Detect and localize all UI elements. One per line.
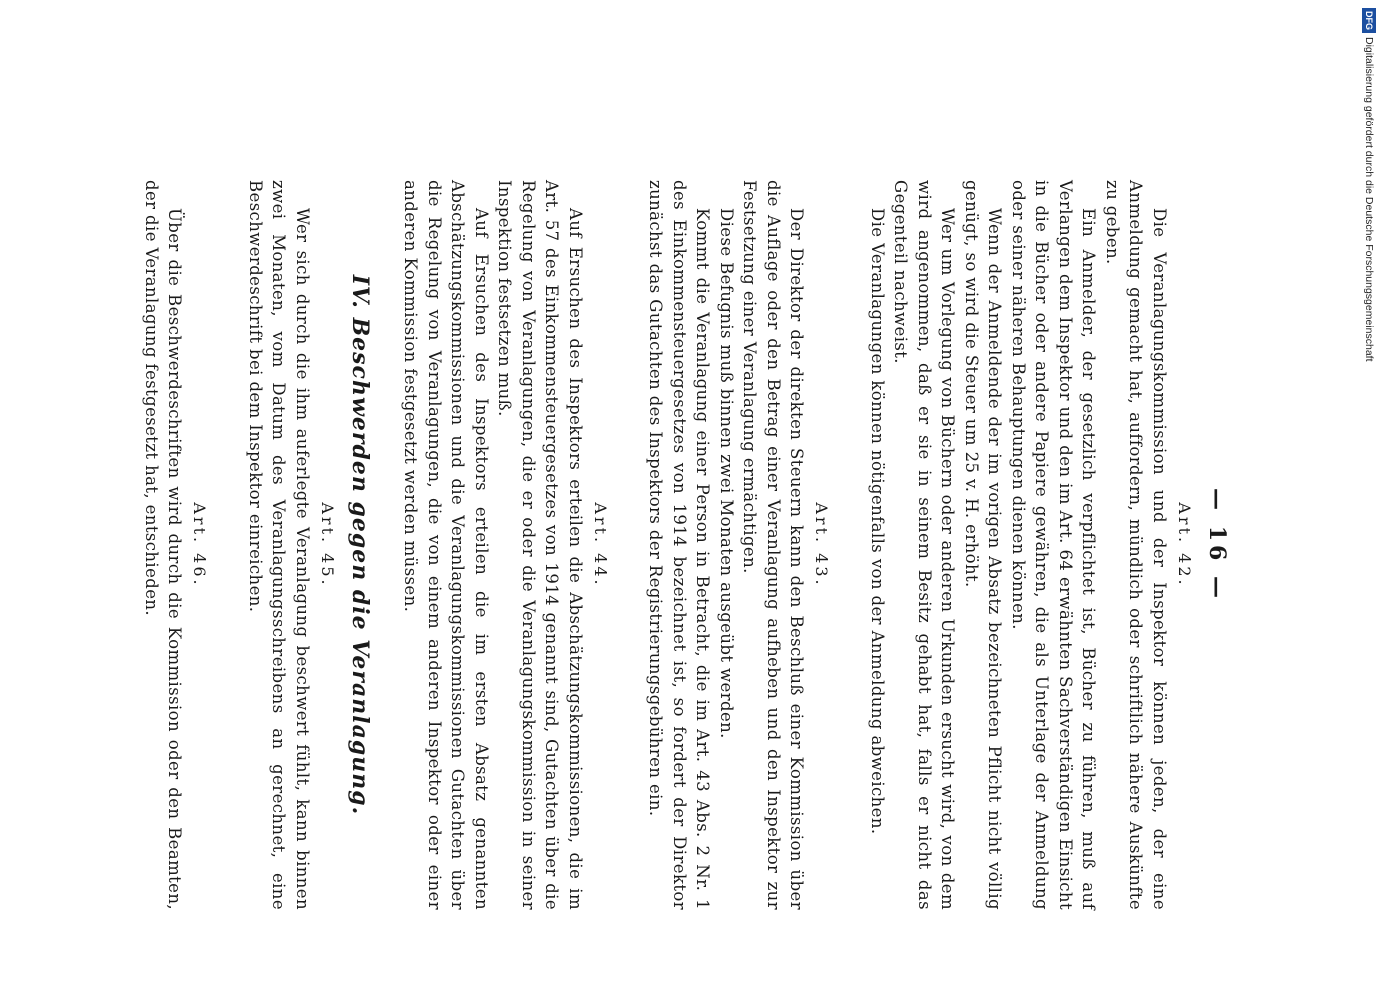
text-body: [140, 180, 1195, 910]
article-heading: Art. 43.: [812, 502, 832, 588]
digitization-note-text: [1360, 8, 1378, 398]
article-heading: Art. 45.: [318, 502, 337, 588]
spacer: [842, 180, 866, 910]
paragraph: Wer um Vorlegung von Büchern oder anderen Urkunden ersucht wird, von dem wird angenommen, daß er sie in seinem Besitz gehabt hat, falls er nicht das Gegenteil nachweist.: [891, 180, 958, 910]
article-heading: Art. 46.: [190, 502, 210, 588]
article-heading: Art. 44.: [591, 502, 610, 588]
paragraph: Diese Befugnis muß binnen zwei Monaten ausgeübt werden.: [717, 208, 736, 739]
spacer: [620, 180, 644, 910]
paragraph: Wer sich durch die ihm auferlegte Veranlagung beschwert fühlt, kann binnen zwei Monaten, vom Datum des Veranlagungsschreibens an gerechnet, eine Beschwerdeschrift bei dem Inspektor einreichen.: [246, 180, 312, 910]
paragraph: Auf Ersuchen des Inspektors erteilen die im ersten Absatz genannten Abschätzungskommissionen und die Veranlagungskommissionen Gutachten über die Regelung von Veranlagungen, die von einem anderen Inspektor oder einer anderen Kommission festgesetzt werden müssen.: [401, 180, 491, 910]
digitization-note: [1360, 8, 1378, 398]
spacer: [220, 180, 244, 910]
article-heading: Art. 42.: [1175, 502, 1194, 588]
paragraph: Kommt die Veranlagung einer Person in Betracht, die im Art. 43 Abs. 2 Nr. 1 des Einkommensteuergesetzes von 1914 bezeichnet ist, so fordert der Direktor zunächst das Gutachten des Inspektors der Registrierungsgebühren ein.: [646, 180, 713, 910]
page-number: — 16 —: [1204, 488, 1230, 602]
dfg-logo: DFG: [1362, 8, 1376, 33]
funding-statement: Digitalisierung gefördert durch die Deutsche Forschungsgemeinschaft: [1363, 37, 1375, 362]
section-heading: IV. Beschwerden gegen die Veranlagung.: [347, 274, 373, 816]
paragraph: Wenn der Anmeldende der im vorigen Absatz bezeichneten Pflicht nicht völlig genügt, so wird die Steuer um 25 v. H. erhöht.: [962, 180, 1005, 910]
paragraph: Die Veranlagungskommission und der Inspektor können jeden, der eine Anmeldung gemacht hat, auffordern, mündlich oder schriftlich nähere Auskünfte zu geben.: [1103, 180, 1169, 910]
paragraph: Die Veranlagungen können nötigenfalls von der Anmeldung abweichen.: [868, 208, 887, 835]
paragraph: Der Direktor der direkten Steuern kann den Beschluß einer Kommission über die Auflage oder den Betrag einer Veranlagung aufheben und den Inspektor zur Festsetzung einer Veranlagung ermächtigen.: [740, 180, 807, 910]
rotated-page: [142, 180, 1230, 910]
page-content: [140, 180, 1231, 910]
paragraph: Ein Anmelder, der gesetzlich verpflichtet ist, Bücher zu führen, muß auf Verlangen dem Inspektor und den im Art. 64 erwähnten Sachverständigen Einsicht in die Bücher oder andere Papiere gewähren, die als Unterlage der Anmeldung oder seiner näheren Behauptungen dienen können.: [1009, 180, 1099, 910]
paragraph: Auf Ersuchen des Inspektors erteilen die Abschätzungskommissionen, die im Art. 57 des Einkommensteuergesetzes von 1914 genannt sind, Gutachten über die Regelung von Veranlagungen, die er oder die Veranlagungskommission in seiner Inspektion festsetzen muß.: [495, 180, 585, 910]
paragraph: Über die Beschwerdeschriften wird durch die Kommission oder den Beamten, der die Veranlagung festgesetzt hat, entschieden.: [142, 180, 185, 910]
